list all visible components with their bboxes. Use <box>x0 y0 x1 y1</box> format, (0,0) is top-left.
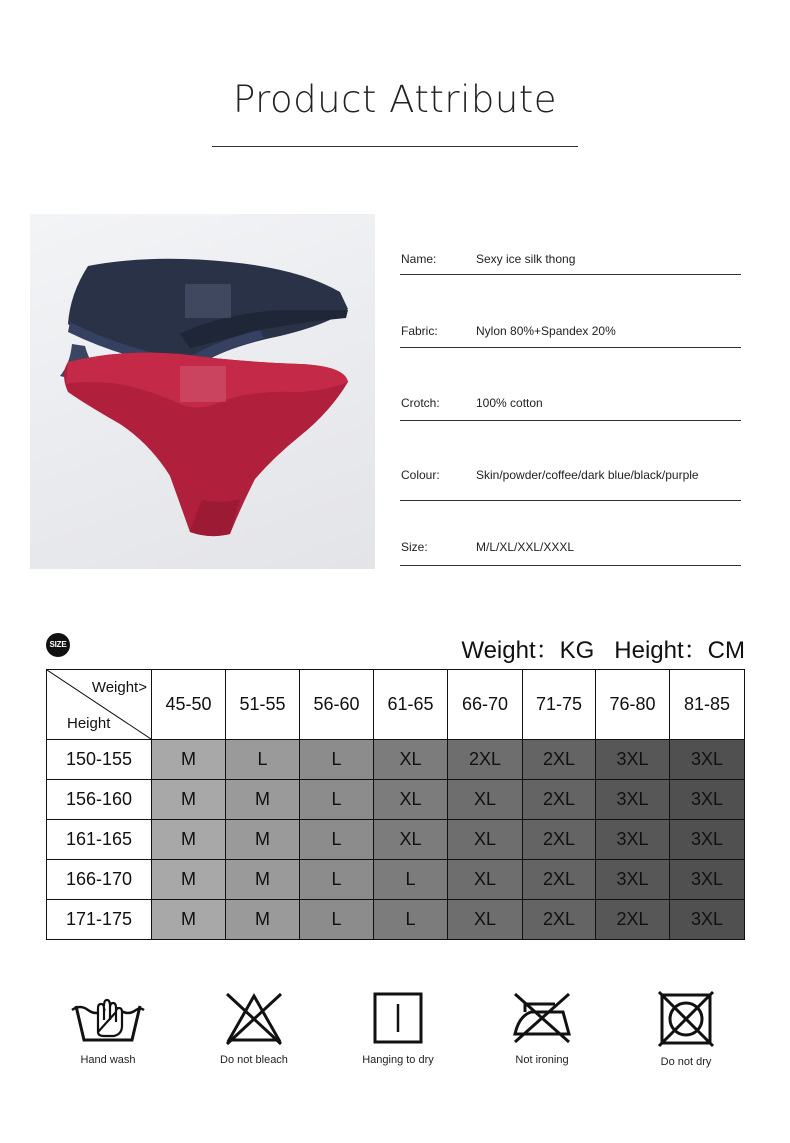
height-header-cell: 171-175 <box>47 900 152 940</box>
size-cell: L <box>300 860 374 900</box>
hand-wash-icon <box>68 990 148 1046</box>
size-cell: XL <box>374 820 448 860</box>
size-cell: 2XL <box>523 860 596 900</box>
attribute-label: Size: <box>401 540 428 554</box>
size-cell: L <box>300 820 374 860</box>
weight-header-cell: 56-60 <box>300 670 374 740</box>
size-cell: M <box>152 740 226 780</box>
size-chart-header-row <box>47 670 745 740</box>
do-not-tumble-dry-icon <box>657 990 715 1048</box>
attribute-row-crotch <box>400 396 741 421</box>
size-cell: M <box>152 860 226 900</box>
size-cell: L <box>300 900 374 940</box>
table-row <box>47 820 745 860</box>
attribute-row-size <box>400 540 741 566</box>
height-unit-label: Height：CM <box>614 637 745 664</box>
size-cell: XL <box>448 900 523 940</box>
size-cell: 3XL <box>596 820 670 860</box>
attribute-divider <box>400 565 741 566</box>
attribute-value: Sexy ice silk thong <box>476 252 576 266</box>
size-cell: XL <box>448 780 523 820</box>
height-header-cell: 156-160 <box>47 780 152 820</box>
table-row <box>47 780 745 820</box>
size-cell: 2XL <box>596 900 670 940</box>
care-label: Not ironing <box>515 1054 569 1066</box>
size-cell: XL <box>448 820 523 860</box>
size-cell: 2XL <box>448 740 523 780</box>
do-not-bleach-icon <box>223 990 285 1046</box>
weight-header-cell: 66-70 <box>448 670 523 740</box>
care-item-do-not-dry <box>631 990 741 1068</box>
size-cell: 2XL <box>523 780 596 820</box>
weight-unit-label: Weight：KG <box>461 637 595 664</box>
weight-header-cell: 51-55 <box>226 670 300 740</box>
care-item-hanging-to-dry <box>343 990 453 1066</box>
title-divider <box>212 146 578 147</box>
size-cell: 2XL <box>523 820 596 860</box>
size-chart-units <box>461 630 745 665</box>
size-cell: 3XL <box>670 740 745 780</box>
table-row <box>47 740 745 780</box>
page-title: Product Attribute <box>232 78 558 121</box>
size-cell: XL <box>448 860 523 900</box>
height-header-cell: 161-165 <box>47 820 152 860</box>
size-cell: M <box>226 900 300 940</box>
attribute-divider <box>400 420 741 421</box>
size-cell: 3XL <box>670 860 745 900</box>
care-item-do-not-bleach <box>199 990 309 1066</box>
size-cell: L <box>374 900 448 940</box>
height-header-cell: 150-155 <box>47 740 152 780</box>
care-label: Hanging to dry <box>362 1054 434 1066</box>
size-cell: M <box>152 820 226 860</box>
weight-header-cell: 61-65 <box>374 670 448 740</box>
attribute-value: Nylon 80%+Spandex 20% <box>476 324 616 338</box>
size-cell: M <box>226 820 300 860</box>
attribute-value: 100% cotton <box>476 396 543 410</box>
size-cell: L <box>300 740 374 780</box>
attribute-row-name <box>400 252 741 275</box>
attribute-divider <box>400 347 741 348</box>
attribute-label: Name: <box>401 252 437 266</box>
attribute-divider <box>400 500 741 501</box>
corner-weight-label: Weight> <box>91 679 147 696</box>
size-cell: L <box>226 740 300 780</box>
size-cell: M <box>226 780 300 820</box>
attribute-row-colour <box>400 468 741 501</box>
size-cell: L <box>300 780 374 820</box>
size-chart-corner-cell <box>47 670 152 740</box>
height-header-cell: 166-170 <box>47 860 152 900</box>
size-cell: 3XL <box>670 780 745 820</box>
corner-height-label: Height <box>67 715 111 732</box>
size-cell: XL <box>374 780 448 820</box>
size-cell: 3XL <box>596 740 670 780</box>
care-item-not-ironing <box>487 990 597 1066</box>
care-label: Do not bleach <box>220 1054 288 1066</box>
size-badge: SIZE <box>46 633 70 657</box>
weight-header-cell: 81-85 <box>670 670 745 740</box>
size-cell: M <box>152 780 226 820</box>
size-cell: 3XL <box>596 780 670 820</box>
size-cell: 3XL <box>670 820 745 860</box>
size-cell: 3XL <box>596 860 670 900</box>
weight-header-cell: 71-75 <box>523 670 596 740</box>
size-cell: M <box>226 860 300 900</box>
attribute-divider <box>400 274 741 275</box>
care-label: Hand wash <box>80 1054 136 1066</box>
attribute-label: Colour: <box>401 468 440 482</box>
table-row <box>47 900 745 940</box>
do-not-iron-icon <box>509 990 575 1046</box>
table-row <box>47 860 745 900</box>
size-cell: XL <box>374 740 448 780</box>
size-cell: 2XL <box>523 740 596 780</box>
weight-header-cell: 76-80 <box>596 670 670 740</box>
size-cell: L <box>374 860 448 900</box>
attribute-row-fabric <box>400 324 741 348</box>
care-item-hand-wash <box>53 990 163 1066</box>
size-cell: M <box>152 900 226 940</box>
size-chart-table <box>46 669 745 940</box>
product-photo <box>30 214 375 569</box>
attribute-label: Crotch: <box>401 396 440 410</box>
weight-header-cell: 45-50 <box>152 670 226 740</box>
size-cell: 2XL <box>523 900 596 940</box>
care-label: Do not dry <box>660 1056 712 1068</box>
attribute-label: Fabric: <box>401 324 438 338</box>
attribute-value: Skin/powder/coffee/dark blue/black/purple <box>476 468 699 482</box>
attribute-value: M/L/XL/XXL/XXXL <box>476 540 575 554</box>
size-cell: 3XL <box>670 900 745 940</box>
hang-to-dry-icon <box>372 990 424 1046</box>
